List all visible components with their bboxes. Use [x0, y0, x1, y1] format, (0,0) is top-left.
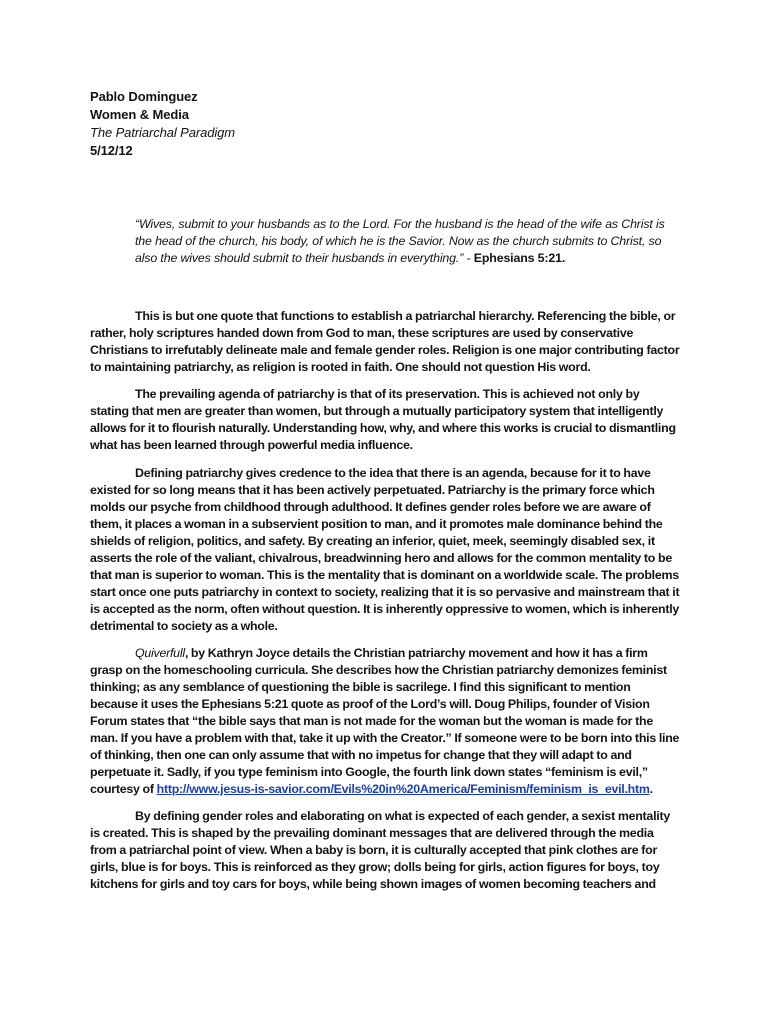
- epigraph-quote: [135, 216, 675, 267]
- essay-header: [90, 88, 235, 160]
- paragraph-5: By defining gender roles and elaborating on what is expected of each gender, a sexist mentality is created. This is shaped by the prevailing dominant messages that are delivered through the media from a patriarchal point of view. When a baby is born, it is culturally accepted that pink clothes are for girls, blue is for boys. This is reinforced as they grow; dolls being for girls, action figures for boys, toy kitchens for girls and toy cars for boys, while being shown images of women becoming teachers and: [90, 809, 670, 891]
- paragraph-2: The prevailing agenda of patriarchy is that of its preservation. This is achieved not only by stating that men are greater than women, but through a mutually participatory system that intelligently allows for it to flourish naturally. Understanding how, why, and where this works is crucial to dismantling what has been learned through powerful media influence.: [90, 387, 676, 452]
- paragraph-4-end: .: [649, 782, 653, 796]
- quote-citation: Ephesians 5:21.: [473, 251, 566, 265]
- course-name: Women & Media: [90, 107, 189, 122]
- quote-text: “Wives, submit to your husbands as to the Lord. For the husband is the head of the wife as Christ is the head of the church, his body, of which he is the Savior. Now as the church submits to Christ, so also the wives should submit to their husbands in everything.”: [135, 217, 665, 265]
- essay-date: 5/12/12: [90, 143, 133, 158]
- author-name: Pablo Dominguez: [90, 89, 198, 104]
- book-title: Quiverfull: [135, 646, 185, 660]
- paragraph-3: Defining patriarchy gives credence to the idea that there is an agenda, because for it to have existed for so long means that it has been actively perpetuated. Patriarchy is the primary force which molds our psyche from childhood through adulthood. It defines gender roles before we are aware of them, it places a woman in a subservient position to man, and it promotes male dominance behind the shields of religion, politics, and safety. By creating an inferior, quiet, meek, seemingly disabled sex, it asserts the role of the valiant, chivalrous, breadwinning hero and allows for the common mentality to be that man is superior to woman. This is the mentality that is dominant on a worldwide scale. The problems start once one puts patriarchy in context to society, realizing that it is so pervasive and mainstream that it is accepted as the norm, often without question. It is inherently oppressive to women, which is inherently detrimental to society as a whole.: [90, 466, 680, 633]
- feminism-link[interactable]: http://www.jesus-is-savior.com/Evils%20in%20America/Feminism/feminism_is_evil.htm: [156, 782, 650, 796]
- quote-separator: -: [463, 251, 474, 265]
- paragraph-1: This is but one quote that functions to establish a patriarchal hierarchy. Referencing the bible, or rather, holy scriptures handed down from God to man, these scriptures are used by conservative Christians to irrefutably delineate male and female gender roles. Religion is one major contributing factor to maintaining patriarchy, as religion is rooted in faith. One should not question His word.: [90, 309, 680, 374]
- paragraph-4: [90, 645, 680, 798]
- essay-body: [90, 308, 680, 903]
- essay-title: The Patriarchal Paradigm: [90, 125, 235, 140]
- paragraph-4-text: , by Kathryn Joyce details the Christian patriarchy movement and how it has a firm grasp on the homeschooling curricula. She describes how the Christian patriarchy demonizes feminist thinking; as any semblance of questioning the bible is sacrilege. I find this significant to mention because it uses the Ephesians 5:21 quote as proof of the Lord’s will. Doug Philips, founder of Vision Forum states that “the bible says that man is not made for the woman but the woman is made for the man. If you have a problem with that, take it up with the Creator.” If someone were to be born into this line of thinking, then one can only assume that with no impetus for change that they will adapt to and perpetuate it. Sadly, if you type feminism into Google, the fourth link down states “feminism is evil,” courtesy of: [90, 646, 680, 796]
